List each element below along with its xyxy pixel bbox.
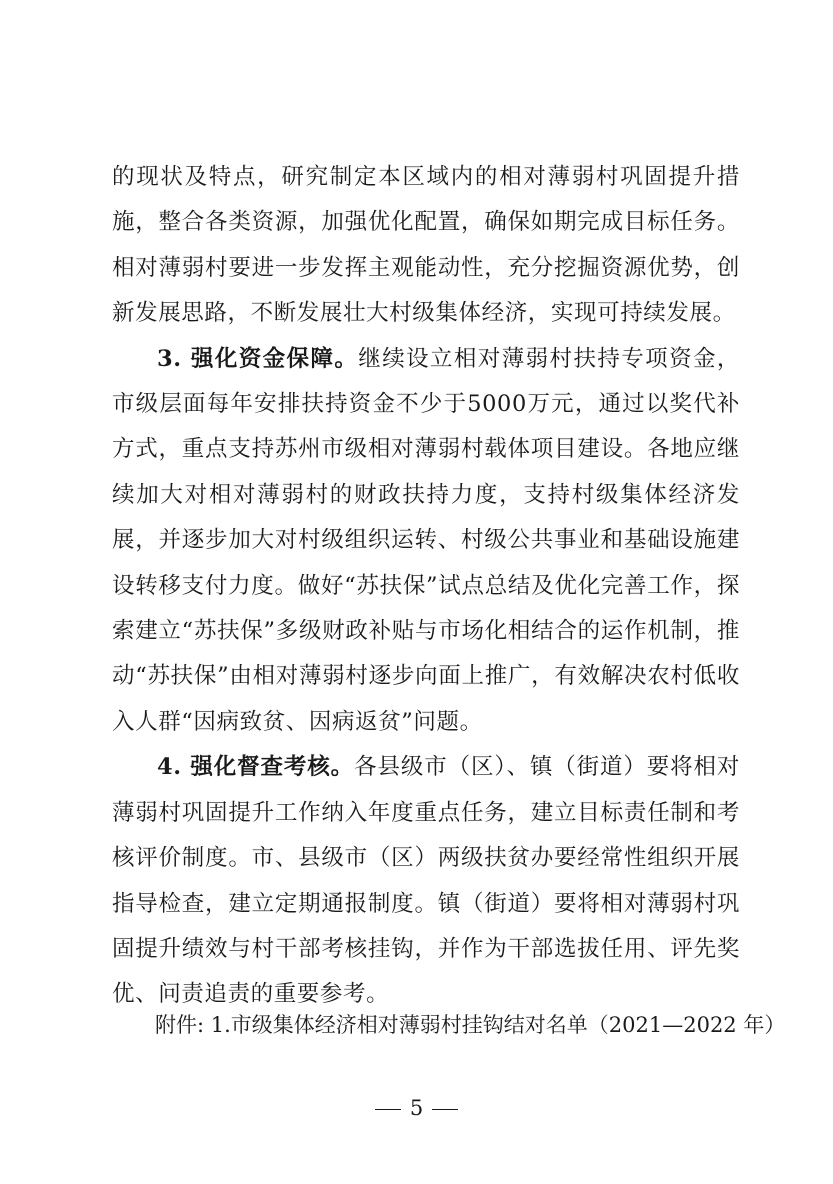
paragraph-supervision-assessment — [112, 745, 740, 1017]
section-heading-funding: 3. 强化资金保障。 — [157, 345, 359, 372]
page-number-footer — [0, 1088, 833, 1128]
page-number: 5 — [409, 1096, 424, 1120]
paragraph-continuation — [112, 155, 740, 337]
section-heading-supervision: 4. 强化督查考核。 — [157, 754, 355, 781]
body-text — [112, 155, 740, 1018]
paragraph-text: 继续设立相对薄弱村扶持专项资金，市级层面每年安排扶持资金不少于5000万元，通过以奖代补方式，重点支持苏州市级相对薄弱村载体项目建设。各地应继续加大对相对薄弱村的财政扶持力度，支持村级集体经济发展，并逐步加大对村级组织运转、村级公共事业和基础设施建设转移支付力度。做好“苏扶保”试点总结及优化完善工作，探索建立“苏扶保”多级财政补贴与市场化相结合的运作机制，推动“苏扶保”由相对薄弱村逐步向面上推广，有效解决农村低收入人群“因病致贫、因病返贫”问题。 — [112, 345, 740, 735]
paragraph-funding-guarantee — [112, 337, 740, 746]
dash-left — [375, 1109, 401, 1110]
dash-right — [432, 1109, 458, 1110]
paragraph-text: 各县级市（区）、镇（街道）要将相对薄弱村巩固提升工作纳入年度重点任务，建立目标责任制和考核评价制度。市、县级市（区）两级扶贫办要经常性组织开展指导检查，建立定期通报制度。镇（街道）要将相对薄弱村巩固提升绩效与村干部考核挂钩，并作为干部选拔任用、评先奖优、问责追责的重要参考。 — [112, 754, 740, 1008]
attachment-line: 附件: 1.市级集体经济相对薄弱村挂钩结对名单（2021—2022 年） — [155, 1013, 786, 1037]
paragraph-text: 的现状及特点，研究制定本区域内的相对薄弱村巩固提升措施，整合各类资源，加强优化配置，确保如期完成目标任务。相对薄弱村要进一步发挥主观能动性，充分挖掘资源优势，创新发展思路，不断发展壮大村级集体经济，实现可持续发展。 — [112, 164, 740, 327]
